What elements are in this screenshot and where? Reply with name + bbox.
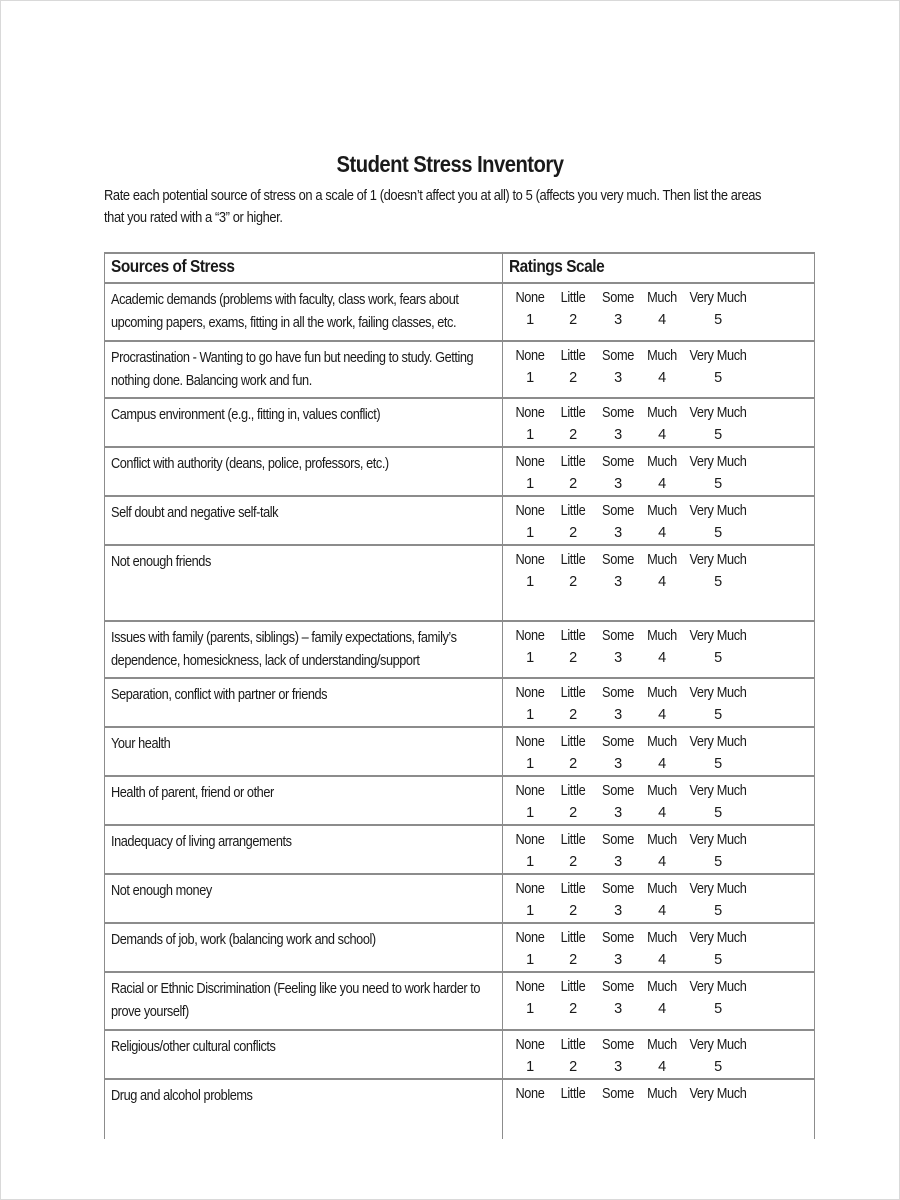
rating-scale (509, 625, 814, 669)
rating-option-value[interactable]: 2 (569, 1059, 577, 1075)
table-row (105, 545, 815, 621)
rating-option-value[interactable]: 3 (614, 903, 622, 919)
stress-source-cell (105, 1079, 503, 1139)
rating-option-value[interactable]: 5 (714, 707, 722, 723)
rating-option-value[interactable]: 4 (658, 1001, 666, 1017)
rating-option-value[interactable]: 3 (614, 427, 622, 443)
rating-scale-cell (503, 545, 815, 621)
rating-option-label[interactable]: Some (602, 1086, 634, 1102)
rating-option-value[interactable]: 3 (614, 707, 622, 723)
table-row (105, 447, 815, 496)
instructions-text: Rate each potential source of stress on a scale of 1 (doesn’t affect you at all) to 5 (affects you very much. Then list the areas that you rated with a “3” or higher. (104, 188, 762, 226)
rating-scale-cell (503, 972, 815, 1030)
rating-option-label[interactable]: Much (647, 979, 677, 995)
rating-option-value[interactable]: 1 (526, 312, 534, 328)
rating-option-label[interactable]: Very Much (689, 979, 747, 995)
header-sources-of-stress: Sources of Stress (105, 253, 503, 283)
rating-option-label[interactable]: Much (647, 552, 677, 568)
table-row (105, 1079, 815, 1139)
stress-source-cell (105, 972, 503, 1030)
rating-option-value[interactable]: 4 (658, 370, 666, 386)
rating-option-value[interactable]: 4 (658, 707, 666, 723)
table-row (105, 283, 815, 341)
rating-scale (509, 829, 814, 873)
rating-option-label[interactable]: Very Much (689, 454, 747, 470)
rating-scale (509, 780, 814, 824)
stress-source-text: Racial or Ethnic Discrimination (Feeling like you need to work harder to prove yourself) (111, 981, 481, 1020)
rating-option-label[interactable]: Very Much (689, 348, 747, 364)
rating-option-label[interactable]: None (515, 881, 545, 897)
rating-option-value[interactable]: 5 (714, 476, 722, 492)
rating-option-value[interactable]: 4 (658, 525, 666, 541)
rating-option-label[interactable]: Very Much (689, 783, 747, 799)
rating-option-label[interactable]: None (515, 832, 545, 848)
rating-option-label[interactable]: Much (647, 628, 677, 644)
rating-option-value[interactable]: 1 (526, 1001, 534, 1017)
rating-option-label[interactable]: Very Much (689, 503, 747, 519)
rating-option-label[interactable]: None (515, 552, 545, 568)
rating-option-value[interactable]: 4 (658, 854, 666, 870)
rating-option-label[interactable]: Some (602, 503, 634, 519)
rating-option-label[interactable]: None (515, 685, 545, 701)
rating-option-label[interactable]: Some (602, 290, 634, 306)
rating-option-value[interactable]: 2 (569, 650, 577, 666)
rating-option-label[interactable]: None (515, 930, 545, 946)
rating-scale (509, 927, 814, 971)
rating-option-value[interactable]: 1 (526, 1059, 534, 1075)
rating-option-label[interactable]: Little (560, 1086, 586, 1102)
rating-option-label[interactable]: Very Much (689, 290, 747, 306)
rating-option-value[interactable]: 5 (714, 952, 722, 968)
rating-option-value[interactable]: 2 (569, 707, 577, 723)
rating-scale-cell (503, 283, 815, 341)
rating-option-value[interactable]: 5 (714, 650, 722, 666)
rating-option-value[interactable]: 2 (569, 903, 577, 919)
rating-option-label[interactable]: Much (647, 348, 677, 364)
rating-option-value[interactable]: 3 (614, 756, 622, 772)
stress-source-text: Procrastination - Wanting to go have fun but needing to study. Getting nothing done. Balancing work and fun. (111, 350, 474, 389)
rating-scale (509, 976, 814, 1020)
rating-option-label[interactable]: None (515, 1037, 545, 1053)
stress-source-cell (105, 398, 503, 447)
stress-source-cell (105, 776, 503, 825)
stress-source-text: Health of parent, friend or other (111, 785, 274, 801)
rating-option-label[interactable]: Some (602, 1037, 634, 1053)
stress-source-text: Religious/other cultural conflicts (111, 1039, 276, 1055)
table-row (105, 972, 815, 1030)
rating-scale-cell (503, 776, 815, 825)
table-header-row (105, 253, 815, 283)
rating-option-label[interactable]: Very Much (689, 685, 747, 701)
rating-option-label[interactable]: None (515, 348, 545, 364)
rating-option-value[interactable]: 1 (526, 952, 534, 968)
rating-option-label[interactable]: Some (602, 405, 634, 421)
rating-option-label[interactable]: Little (560, 348, 586, 364)
rating-option-value[interactable]: 5 (714, 805, 722, 821)
rating-option-value[interactable]: 2 (569, 525, 577, 541)
rating-option-label[interactable]: Little (560, 734, 586, 750)
rating-option-value[interactable]: 5 (714, 427, 722, 443)
rating-option-label[interactable]: Little (560, 832, 586, 848)
rating-option-label[interactable]: Little (560, 628, 586, 644)
rating-option-label[interactable]: Much (647, 783, 677, 799)
stress-source-text: Demands of job, work (balancing work and school) (111, 932, 376, 948)
rating-option-value[interactable]: 5 (714, 1059, 722, 1075)
rating-option-label[interactable]: Very Much (689, 881, 747, 897)
stress-source-text: Not enough money (111, 883, 212, 899)
rating-option-value[interactable]: 5 (714, 574, 722, 590)
rating-option-label[interactable]: Little (560, 783, 586, 799)
rating-option-label[interactable]: Little (560, 454, 586, 470)
rating-scale-cell (503, 874, 815, 923)
rating-option-value[interactable]: 2 (569, 854, 577, 870)
rating-option-label[interactable]: Some (602, 348, 634, 364)
stress-source-text: Conflict with authority (deans, police, professors, etc.) (111, 456, 389, 472)
rating-option-value[interactable]: 3 (614, 952, 622, 968)
rating-option-label[interactable]: Much (647, 832, 677, 848)
stress-source-text: Drug and alcohol problems (111, 1088, 253, 1104)
rating-option-label[interactable]: Much (647, 503, 677, 519)
rating-option-label[interactable]: Some (602, 628, 634, 644)
rating-option-value[interactable]: 5 (714, 756, 722, 772)
rating-scale (509, 878, 814, 922)
rating-option-label[interactable]: None (515, 503, 545, 519)
rating-option-value[interactable]: 3 (614, 312, 622, 328)
rating-option-label[interactable]: Very Much (689, 405, 747, 421)
rating-scale-cell (503, 398, 815, 447)
table-row (105, 678, 815, 727)
rating-option-value[interactable]: 1 (526, 650, 534, 666)
rating-option-label[interactable]: Some (602, 832, 634, 848)
rating-scale (509, 345, 814, 389)
rating-option-label[interactable]: None (515, 628, 545, 644)
table-row (105, 776, 815, 825)
table-row (105, 874, 815, 923)
rating-scale-cell (503, 621, 815, 678)
rating-option-value[interactable]: 1 (526, 574, 534, 590)
rating-option-label[interactable]: None (515, 979, 545, 995)
rating-option-label[interactable]: Much (647, 1037, 677, 1053)
rating-option-label[interactable]: Very Much (689, 1086, 747, 1102)
rating-option-label[interactable]: None (515, 454, 545, 470)
stress-source-cell (105, 874, 503, 923)
rating-option-value[interactable]: 3 (614, 854, 622, 870)
table-body (105, 283, 815, 1139)
table-row (105, 727, 815, 776)
rating-option-value[interactable]: 2 (569, 1001, 577, 1017)
rating-option-label[interactable]: Some (602, 454, 634, 470)
rating-option-label[interactable]: Some (602, 979, 634, 995)
rating-option-value[interactable]: 5 (714, 370, 722, 386)
rating-option-value[interactable]: 2 (569, 805, 577, 821)
page-title: Student Stress Inventory (336, 151, 564, 177)
stress-inventory-table (104, 252, 815, 1139)
table-row (105, 341, 815, 398)
rating-option-value[interactable]: 2 (569, 952, 577, 968)
rating-option-value[interactable]: 2 (569, 476, 577, 492)
rating-option-label[interactable]: Some (602, 930, 634, 946)
rating-scale (509, 451, 814, 495)
rating-option-label[interactable]: Little (560, 979, 586, 995)
stress-source-cell (105, 923, 503, 972)
rating-option-label[interactable]: None (515, 1086, 545, 1102)
rating-option-value[interactable]: 5 (714, 854, 722, 870)
rating-scale (509, 402, 814, 446)
rating-option-label[interactable]: Some (602, 734, 634, 750)
rating-option-label[interactable]: Some (602, 685, 634, 701)
rating-scale (509, 549, 814, 593)
rating-scale-cell (503, 825, 815, 874)
rating-scale (509, 682, 814, 726)
rating-option-label[interactable]: Little (560, 552, 586, 568)
rating-option-label[interactable]: Little (560, 881, 586, 897)
rating-option-label[interactable]: Very Much (689, 552, 747, 568)
rating-scale-cell (503, 678, 815, 727)
rating-option-label[interactable]: Little (560, 290, 586, 306)
rating-scale-cell (503, 1079, 815, 1139)
rating-scale-cell (503, 727, 815, 776)
rating-option-value[interactable]: 2 (569, 312, 577, 328)
table-row (105, 825, 815, 874)
rating-option-value[interactable]: 5 (714, 525, 722, 541)
rating-option-value[interactable]: 3 (614, 1059, 622, 1075)
rating-scale-cell (503, 1030, 815, 1079)
rating-option-label[interactable]: Much (647, 685, 677, 701)
rating-option-label[interactable]: Very Much (689, 734, 747, 750)
stress-source-cell (105, 727, 503, 776)
rating-option-label[interactable]: Very Much (689, 628, 747, 644)
table-row (105, 923, 815, 972)
rating-option-value[interactable]: 4 (658, 574, 666, 590)
rating-option-label[interactable]: Little (560, 1037, 586, 1053)
rating-option-label[interactable]: Little (560, 405, 586, 421)
rating-option-label[interactable]: Much (647, 454, 677, 470)
rating-option-value[interactable]: 4 (658, 650, 666, 666)
rating-option-value[interactable]: 1 (526, 805, 534, 821)
rating-option-value[interactable]: 3 (614, 805, 622, 821)
rating-scale-cell (503, 341, 815, 398)
stress-source-cell (105, 496, 503, 545)
rating-option-label[interactable]: None (515, 405, 545, 421)
rating-option-value[interactable]: 5 (714, 1001, 722, 1017)
stress-source-text: Your health (111, 736, 171, 752)
rating-option-label[interactable]: Some (602, 881, 634, 897)
stress-source-text: Issues with family (parents, siblings) – family expectations, family’s dependence, homesickness, lack of understanding/support (111, 630, 457, 669)
stress-source-cell (105, 447, 503, 496)
rating-option-label[interactable]: None (515, 290, 545, 306)
stress-source-text: Not enough friends (111, 554, 211, 570)
rating-option-value[interactable]: 4 (658, 312, 666, 328)
rating-option-value[interactable]: 3 (614, 476, 622, 492)
rating-option-value[interactable]: 3 (614, 574, 622, 590)
rating-option-label[interactable]: Very Much (689, 1037, 747, 1053)
stress-source-cell (105, 341, 503, 398)
rating-option-label[interactable]: None (515, 783, 545, 799)
rating-option-label[interactable]: Very Much (689, 930, 747, 946)
rating-option-value[interactable]: 3 (614, 1001, 622, 1017)
rating-option-value[interactable]: 2 (569, 427, 577, 443)
rating-option-value[interactable]: 4 (658, 427, 666, 443)
rating-option-label[interactable]: Much (647, 290, 677, 306)
rating-option-label[interactable]: Some (602, 552, 634, 568)
rating-option-value[interactable]: 5 (714, 903, 722, 919)
stress-source-text: Academic demands (problems with faculty, class work, fears about upcoming papers, exams, fitting in all the work, failing classes, etc. (111, 292, 459, 331)
stress-source-text: Self doubt and negative self-talk (111, 505, 279, 521)
rating-option-label[interactable]: Very Much (689, 832, 747, 848)
table-row (105, 621, 815, 678)
stress-source-cell (105, 545, 503, 621)
rating-option-value[interactable]: 3 (614, 525, 622, 541)
rating-scale-cell (503, 447, 815, 496)
stress-source-text: Separation, conflict with partner or friends (111, 687, 328, 703)
header-ratings-scale: Ratings Scale (503, 253, 815, 283)
rating-option-value[interactable]: 3 (614, 370, 622, 386)
rating-option-label[interactable]: Much (647, 405, 677, 421)
rating-option-value[interactable]: 4 (658, 952, 666, 968)
rating-scale (509, 1083, 814, 1105)
rating-option-value[interactable]: 1 (526, 854, 534, 870)
rating-scale (509, 287, 814, 331)
rating-option-value[interactable]: 4 (658, 1059, 666, 1075)
table-row (105, 1030, 815, 1079)
stress-source-cell (105, 621, 503, 678)
rating-option-value[interactable]: 1 (526, 756, 534, 772)
rating-option-label[interactable]: Much (647, 881, 677, 897)
rating-option-value[interactable]: 2 (569, 370, 577, 386)
rating-option-label[interactable]: Much (647, 930, 677, 946)
rating-scale (509, 731, 814, 775)
rating-option-value[interactable]: 4 (658, 476, 666, 492)
rating-option-label[interactable]: Much (647, 1086, 677, 1102)
rating-option-label[interactable]: Little (560, 503, 586, 519)
table-row (105, 496, 815, 545)
rating-scale-cell (503, 496, 815, 545)
stress-source-cell (105, 825, 503, 874)
rating-option-value[interactable]: 1 (526, 903, 534, 919)
rating-option-label[interactable]: Much (647, 734, 677, 750)
rating-option-value[interactable]: 5 (714, 312, 722, 328)
table-row (105, 398, 815, 447)
rating-option-label[interactable]: Some (602, 783, 634, 799)
rating-option-label[interactable]: None (515, 734, 545, 750)
stress-source-cell (105, 678, 503, 727)
rating-scale (509, 500, 814, 544)
rating-option-value[interactable]: 4 (658, 756, 666, 772)
stress-inventory-table-container (104, 252, 814, 1104)
rating-option-value[interactable]: 1 (526, 476, 534, 492)
rating-option-label[interactable]: Little (560, 930, 586, 946)
rating-scale-cell (503, 923, 815, 972)
rating-option-value[interactable]: 1 (526, 427, 534, 443)
stress-source-text: Inadequacy of living arrangements (111, 834, 292, 850)
rating-option-value[interactable]: 2 (569, 756, 577, 772)
stress-source-text: Campus environment (e.g., fitting in, values conflict) (111, 407, 381, 423)
rating-option-value[interactable]: 2 (569, 574, 577, 590)
rating-option-value[interactable]: 4 (658, 903, 666, 919)
stress-source-cell (105, 283, 503, 341)
rating-option-value[interactable]: 3 (614, 650, 622, 666)
stress-source-cell (105, 1030, 503, 1079)
rating-scale (509, 1034, 814, 1078)
rating-option-value[interactable]: 4 (658, 805, 666, 821)
rating-option-value[interactable]: 1 (526, 525, 534, 541)
rating-option-label[interactable]: Little (560, 685, 586, 701)
rating-option-value[interactable]: 1 (526, 707, 534, 723)
rating-option-value[interactable]: 1 (526, 370, 534, 386)
